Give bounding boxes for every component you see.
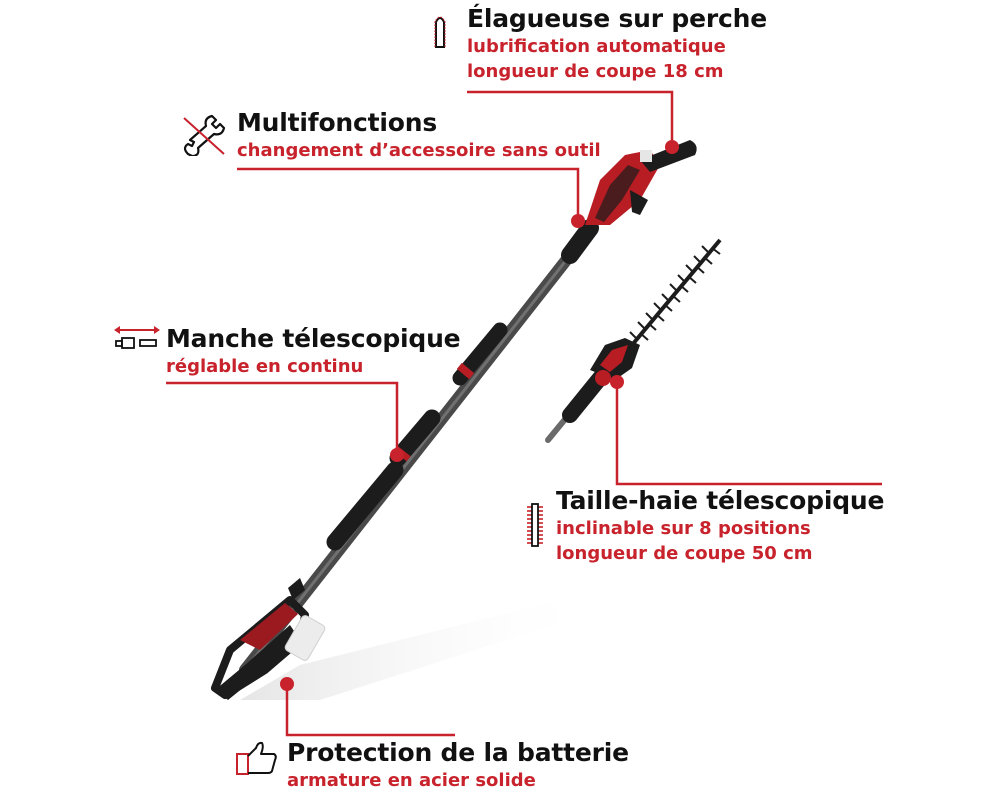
feature-multifunction <box>237 108 601 163</box>
feature-title: Élagueuse sur perche <box>467 4 767 33</box>
feature-hedge-trimmer <box>556 486 884 566</box>
feature-title: Multifonctions <box>237 108 438 137</box>
feature-pole-pruner <box>467 4 767 84</box>
feature-telescopic-handle <box>166 324 460 379</box>
feature-battery-protection <box>287 738 629 793</box>
feature-detail: réglable en continu <box>166 356 364 377</box>
crossed-wrench-icon <box>180 114 230 160</box>
hedge-blade-icon <box>526 503 544 551</box>
feature-title: Taille-haie télescopique <box>556 486 885 515</box>
feature-title: Manche télescopique <box>166 324 461 353</box>
telescopic-arrow-icon <box>114 326 160 354</box>
chainsaw-bar-icon <box>433 13 447 53</box>
pole-pruner-tool <box>215 140 697 700</box>
feature-detail: changement d’accessoire sans outil <box>237 140 601 161</box>
feature-detail: inclinable sur 8 positions <box>556 518 811 539</box>
hedge-trimmer-attachment <box>548 240 720 440</box>
feature-detail: longueur de coupe 50 cm <box>556 543 813 564</box>
thumbs-up-icon <box>236 740 278 780</box>
callout-dots <box>280 140 679 691</box>
feature-title: Protection de la batterie <box>287 738 629 767</box>
feature-detail: armature en acier solide <box>287 770 536 791</box>
feature-detail: longueur de coupe 18 cm <box>467 61 724 82</box>
feature-detail: lubrification automatique <box>467 36 726 57</box>
